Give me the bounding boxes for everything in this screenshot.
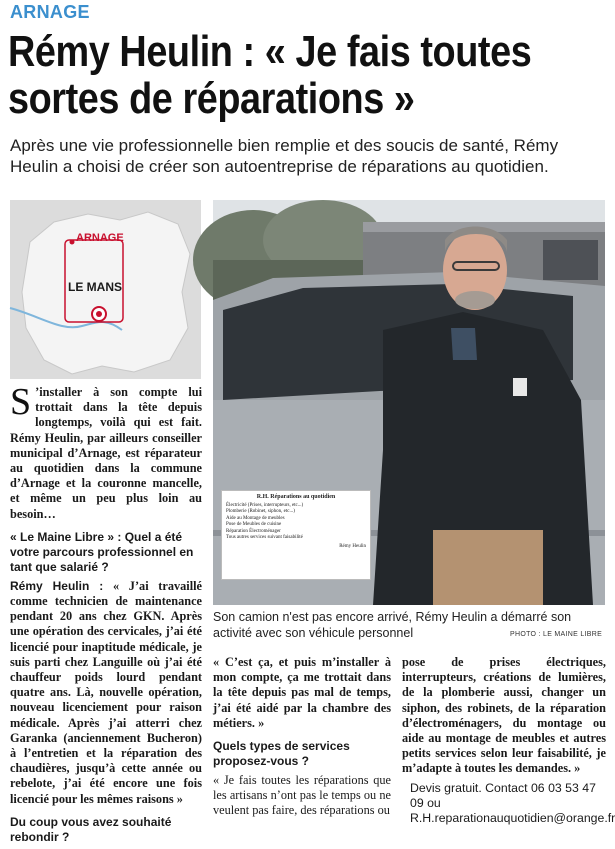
lead-paragraph: Après une vie professionnelle bien remplie et des soucis de santé, Rémy Heulin a choisi de créer son autoentreprise de réparations au quotidien.	[10, 136, 559, 176]
article-column-3	[402, 655, 615, 830]
sticker-line: Réparation Électroménager	[226, 528, 281, 534]
sticker-line: Aide au Montage de meubles	[226, 515, 285, 521]
article-column-2	[213, 655, 391, 823]
speaker-name: Rémy Heulin :	[10, 578, 104, 593]
photo-caption: Son camion n'est pas encore arrivé, Rémy Heulin a démarré son activité avec son véhicule personnel	[213, 610, 572, 640]
answer-1-text: « J’ai travaillé comme technicien de maintenance pendant 20 ans chez GKN. Après une opération des cervicales, j’ai été licencié pour inaptitude médicale, je suis parti chez Languille où j’ai été chauffeur poids lourd pendant quatre ans. Là, nouvelle opération, nouveau licenciement pour raison médicale. Après j’ai atterri chez Garanka (anciennement Bucheron) à l’entretien et la réparation des chaudières, jusqu’à cette année ou rebelote, j’ai été encore une fois licencié pour les mêmes raisons »	[10, 578, 203, 806]
sticker-line: Pose de Meubles de cuisine	[226, 522, 282, 527]
headline	[8, 27, 532, 123]
sticker-title: R.H. Réparations au quotidien	[256, 494, 336, 500]
question-2: Du coup vous avez souhaité rebondir ?	[10, 814, 172, 844]
vehicle-sticker	[221, 490, 371, 580]
locator-map	[10, 200, 201, 379]
drop-cap: S	[10, 381, 32, 423]
question-3: Quels types de services proposez-vous ?	[213, 739, 350, 769]
map-label-le-mans: LE MANS	[68, 280, 122, 294]
section-kicker: ARNAGE	[10, 2, 90, 22]
sticker-line: Plomberie (Robinet, siphon, etc...)	[226, 509, 295, 514]
map-label-arnage: ARNAGE	[76, 232, 124, 244]
le-mans-marker-dot	[96, 311, 102, 317]
answer-3-start: « Je fais toutes les réparations que les artisans n’ont pas le temps ou ne veulent pas faire, des réparations ou	[213, 773, 391, 818]
intro-text: ’installer à son compte lui trottait dans la tête depuis longtemps, voilà qui est fait. Rémy Heulin, par ailleurs conseiller municipal d’Arnage, est réparateur au quotidien dans la commune d’Arnage et la couronne mancelle, et même un peu plus loin au besoin…	[10, 385, 202, 521]
headline-line-2: sortes de réparations »	[8, 74, 415, 123]
article-photo	[213, 200, 605, 605]
contact-info: Devis gratuit. Contact 06 03 53 47 09 ou R.H.reparationauquotidien@orange.fr	[410, 780, 615, 826]
sticker-line: Tous autres services suivant faisabilité	[226, 535, 303, 540]
arnage-marker	[70, 240, 75, 245]
answer-2: « C’est ça, et puis m’installer à mon compte, ça me trottait dans la tête depuis pas mal de temps, j’ai été aidé par la chambre des métiers. »	[213, 655, 391, 730]
headline-line-1: Rémy Heulin : « Je fais toutes	[8, 27, 532, 76]
intro-paragraph	[10, 381, 202, 522]
answer-1	[10, 579, 202, 807]
answer-3-continued: pose de prises électriques, interrupteurs, créations de lumières, de la plomberie aussi, changer un siphon, des robinets, de la réparation d’électroménagers, du montage ou aide au montage de meubles et autres petits services selon leur faisabilité, je m’adapte à toutes les demandes. »	[402, 655, 606, 776]
question-1: « Le Maine Libre » : Quel a été votre parcours professionnel en tant que salarié ?	[10, 529, 194, 574]
sticker-line: Électricité (Prises, interrupteurs, etc...)	[226, 502, 304, 508]
article-column-1	[10, 381, 203, 849]
sticker-name: Rémy Heulin	[339, 543, 366, 549]
photo-credit: PHOTO : LE MAINE LIBRE	[510, 631, 603, 638]
